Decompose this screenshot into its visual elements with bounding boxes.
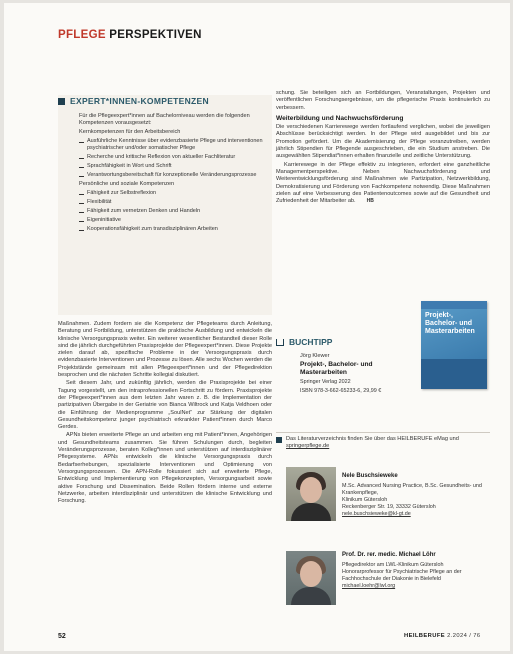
author-email[interactable]: michael.loehr@lwl.org — [342, 583, 396, 589]
author-line: Reckenberger Str. 19, 33332 Gütersloh — [342, 504, 436, 510]
divider — [276, 432, 490, 433]
author-line: M.Sc. Advanced Nursing Practice, B.Sc. Gesundheits- und Krankenpflege, — [342, 483, 482, 496]
subheading: Weiterbildung und Nachwuchsförderung — [276, 114, 404, 122]
list-item: Verantwortungsbereitschaft für konzeptionelle Veränderungsprozesse — [79, 172, 269, 179]
section-header — [58, 29, 202, 41]
list-item: Ausführliche Kenntnisse über evidenzbasierte Pflege und interventionen psychiatrischer und/oder somatischer Pflege — [79, 138, 269, 152]
group-title-core: Kernkompetenzen für den Arbeitsbereich — [79, 129, 181, 135]
list-item: Flexibilität — [79, 199, 269, 206]
list-item: Kooperationsfähigkeit zum transdisziplinären Arbeiten — [79, 226, 269, 233]
list-item: Sprachfähigkeit in Wort und Schrift — [79, 163, 269, 170]
note-marker-icon — [276, 437, 282, 443]
author-name: Nele Buschsieweke — [342, 473, 398, 479]
photo-face — [300, 477, 322, 503]
info-box-body — [79, 113, 269, 235]
author-email[interactable]: nele.buschsieweke@kl-gt.de — [342, 511, 411, 517]
photo-body — [291, 503, 331, 521]
list-item: Recherche und kritische Reflexion von aktueller Fachliteratur — [79, 154, 269, 161]
info-box-title-text: EXPERT*INNEN-KOMPETENZEN — [70, 96, 209, 106]
author-info-2 — [342, 552, 490, 590]
journal-issue: 2.2024 / 76 — [447, 633, 481, 639]
magazine-page — [4, 3, 510, 651]
journal-name: HEILBERUFE — [404, 633, 446, 639]
section-header-rest: PERSPEKTIVEN — [105, 29, 202, 41]
photo-face — [300, 561, 322, 587]
book-cover-title: Projekt-, Bachelor- und Masterarbeiten — [425, 312, 475, 335]
buchtipp-title — [276, 337, 332, 347]
list-item: Eigeninitiative — [79, 217, 269, 224]
author-photo-1 — [286, 467, 336, 521]
book-cover-image — [421, 301, 487, 389]
end-mark: HB — [366, 198, 374, 205]
journal-footer — [404, 633, 480, 639]
paragraph: Seit diesem Jahr, und zukünftig jährlich, werden die Praxisprojekte bei einer Tagung vorgestellt, um den intraprofessionellen Fortschritt zu fördern. Praxisprojekte der Pflegeexpert*innen aus dem letzten Jahr waren z. B. die Implementation der partizipativen Übergabe in der Geriatrie von Bianca Wiltrock und Katja Veldhoen oder die Einführung der Medienprogramme „SoulNet“ zur Stärkung der digitalen Gesundheitskompetenz junger psychiatrisch erkrankter Patient*innen durch Marco Gerdes. — [58, 380, 272, 431]
buchtipp-title-text: BUCHTIPP — [289, 337, 333, 347]
group-title-personal: Persönliche und soziale Kompetenzen — [79, 181, 175, 187]
paragraph: schung. Sie beteiligen sich an Fortbildungen, Veranstaltungen, Projekten und veröffentlichen Forschungsergebnisse, um die pflegerische Praxis kontinuierlich zu verbessern. — [276, 90, 490, 111]
paragraph: Die verschiedenen Karrierewege werden fortlaufend verglichen, wobei die jeweiligen Abschlüsse berücksichtigt werden. In der Pflege wird ausgebildet und bis zur Promotion gefördert. Um die Akademisierung der Pflege voranzutreiben, werden jährlich Stipendien für Pflegende ausgeschrieben, die ein Studium anstreben. Die ausgewählten Stipendiat*innen erhalten finanzielle und zeitliche Unterstützung. — [276, 124, 490, 160]
book-isbn: ISBN 978-3-662-65233-6, 29,99 € — [300, 388, 382, 394]
literature-note-text: Das Literaturverzeichnis finden Sie über das HEILBERUFE eMag und — [286, 436, 459, 442]
photo-body — [291, 587, 331, 605]
author-info-1 — [342, 473, 490, 518]
info-box-title — [58, 96, 209, 106]
paragraph: Maßnahmen. Zudem fordern sie die Kompetenz der Pflegeteams durch Anleitung, Beratung und Fortbildung, unterstützen die praktische Ausbildung und entwickeln die klinische Versorgungspraxis weiter. Ein weiterer wesentlicher Bestandteil dieser Rolle sind die jährlich durchgeführten Praxisprojekte der Pflegeexpert*innen. Diese Projekte zielen darauf ab, spezifische Probleme in der Versorgungspraxis durch evidenzbasierte Interventionen und Prozesse zu lösen. Alle sechs Wochen werden die Projektstände gemeinsam mit allen Pflegeexpert*innen und der Pflegedirektion besprochen und die nächsten Schritte kollegial diskutiert. — [58, 321, 272, 379]
paragraph: APNs bieten erweiterte Pflege an und arbeiten eng mit Patient*innen, Angehörigen und Gesundheitsteams zusammen. Sie führen Schulungen durch, begleiten Veränderungsprozesse, beraten Kolleg*innen und unterstützen auf interdisziplinärer Pflegesysteme. APNs entwickeln die klinische Versorgungspraxis durch Bedarfserhebungen, spezialisierte Interventionen und Optimierung von Versorgungsprozessen. Die APN-Rolle fokussiert sich auf erweiterte Pflege, Entwicklung und Implementierung von Pflegekonzepten, Versorgungsarbeit sowie aktive Forschung und Dissemination. Beide Rollen fördern interne und externe Netzwerke, arbeiten interdisziplinär und unterstützen die klinische Entwicklung und Forschung. — [58, 432, 272, 505]
author-line: Klinikum Gütersloh — [342, 497, 388, 503]
core-competence-list — [79, 138, 269, 179]
box-marker-icon — [58, 98, 65, 105]
paragraph-text: Karrierewege in der Pflege effektiv zu integrieren, erfordert eine ganzheitliche Managementperspektive. Neben Nachwuchsförderung und Weiterentwicklungsförderung sind Maßnahmen wie Partizipation, Netzwerkbildung, Demokratisierung und Förderung von Fachkompetenz notwendig. Diese Maßnahmen zielen auf eine Verbesserung des Patientenoutcomes sowie auf die Gesundheit und Zufriedenheit der Mitarbeiter ab. — [276, 161, 490, 205]
author-photo-2 — [286, 551, 336, 605]
book-publisher: Springer Verlag 2022 — [300, 379, 351, 385]
article-column-left — [58, 321, 272, 506]
article-column-right — [276, 90, 490, 206]
book-icon — [276, 339, 284, 346]
author-line: Honorarprofessor für Psychiatrische Pflege an der — [342, 569, 462, 575]
author-name: Prof. Dr. rer. medic. Michael Löhr — [342, 552, 436, 558]
section-header-accent: PFLEGE — [58, 29, 106, 41]
book-cover-bar — [421, 301, 487, 309]
list-item: Fähigkeit zum vernetzen Denken und Handeln — [79, 208, 269, 215]
author-line: Pflegedirektor am LWL-Klinikum Gütersloh — [342, 562, 444, 568]
book-author: Jörg Klewer — [300, 353, 330, 359]
literature-note — [276, 436, 490, 450]
list-item: Fähigkeit zur Selbstreflexion — [79, 190, 269, 197]
book-cover-illustration — [421, 359, 487, 389]
page-number: 52 — [58, 633, 66, 640]
buchtipp-info — [300, 353, 420, 395]
paragraph — [276, 162, 490, 206]
book-title: Projekt-, Bachelor- und Masterarbeiten — [300, 361, 373, 376]
springer-link[interactable]: springerpflege.de — [286, 443, 330, 449]
author-line: Fachhochschule der Diakonie in Bielefeld — [342, 576, 441, 582]
personal-competence-list — [79, 190, 269, 233]
info-box-intro: Für die Pflegeexpert*innen auf Bachelorniveau werden die folgenden Kompetenzen vorausgesetzt: — [79, 113, 250, 126]
